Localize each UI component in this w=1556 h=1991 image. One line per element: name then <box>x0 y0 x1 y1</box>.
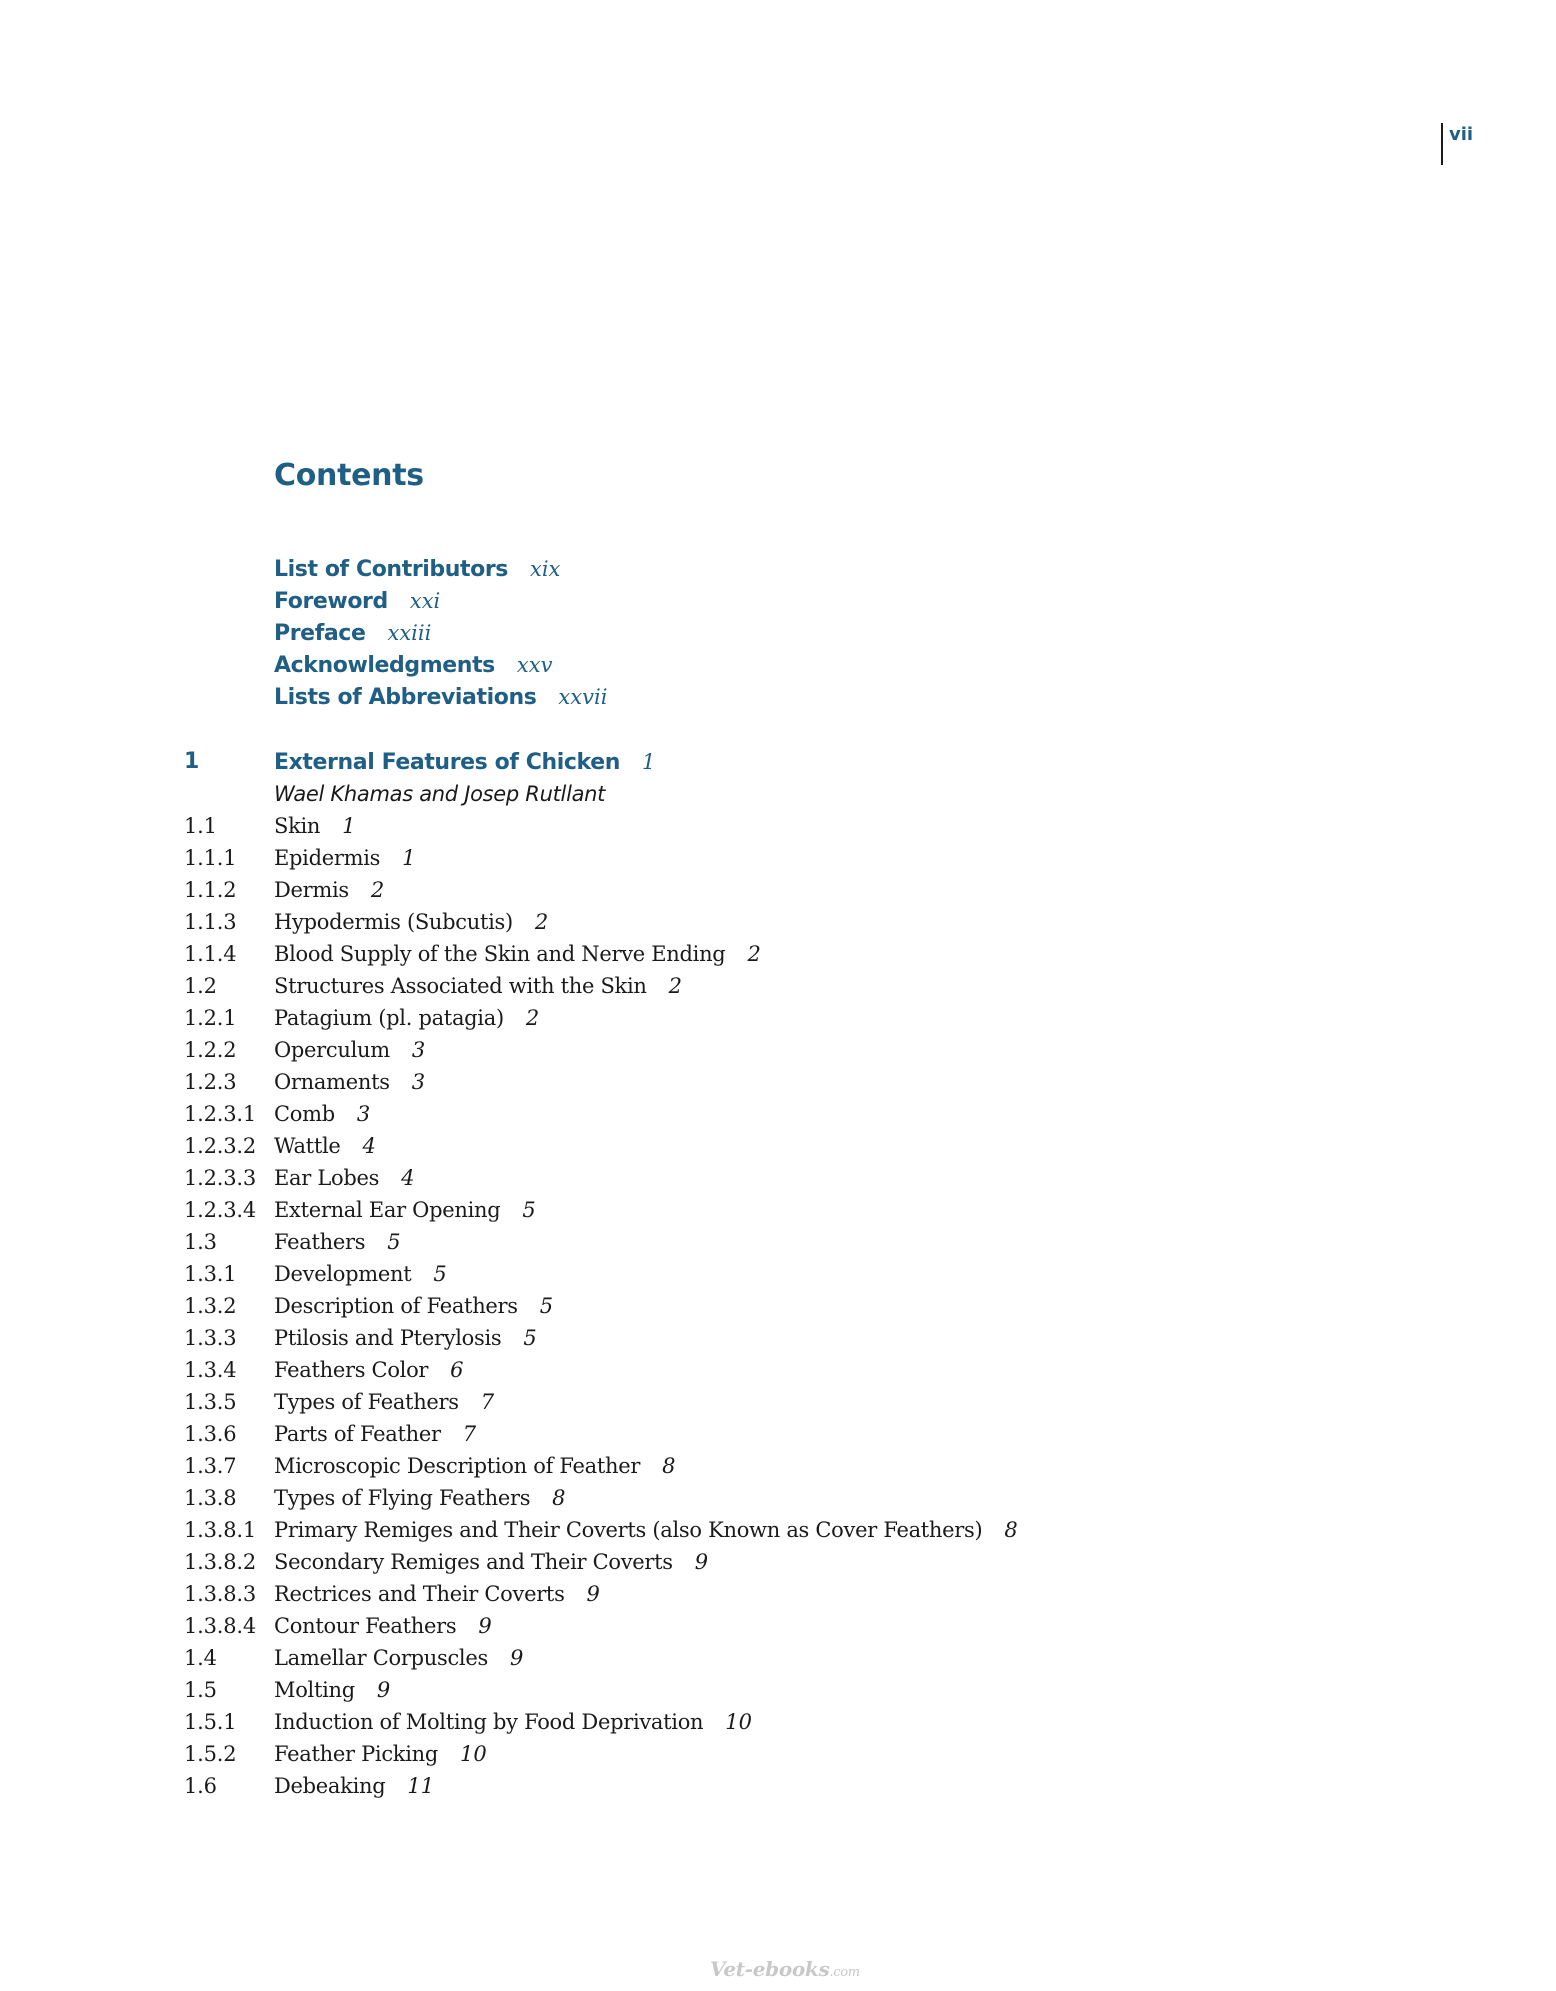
page-number: vii <box>1449 124 1474 145</box>
front-matter-item[interactable] <box>274 681 607 713</box>
toc-entry-title[interactable]: Hypodermis (Subcutis) <box>274 910 513 934</box>
toc-entry-number: 1.3.4 <box>184 1358 237 1382</box>
toc-entry-number: 1.1.4 <box>184 942 237 966</box>
toc-entry-title[interactable]: Feathers Color <box>274 1358 429 1382</box>
toc-entry-number: 1.1 <box>184 814 217 838</box>
toc-entry-title[interactable]: Molting <box>274 1678 355 1702</box>
toc-entry-title[interactable]: Development <box>274 1262 412 1286</box>
toc-entry-page: 2 <box>668 974 683 998</box>
toc-entry-page: 5 <box>433 1262 447 1286</box>
toc-entry-number: 1.3.3 <box>184 1326 237 1350</box>
toc-entry-page: 7 <box>462 1422 477 1446</box>
toc-entry-number: 1.5 <box>184 1678 217 1702</box>
chapter-title[interactable]: External Features of Chicken <box>274 750 620 775</box>
chapter-number: 1 <box>184 749 200 774</box>
toc-entry-title[interactable]: Feathers <box>274 1230 366 1254</box>
front-matter-title[interactable]: List of Contributors <box>274 557 508 582</box>
toc-entry-page: 8 <box>552 1486 566 1510</box>
front-matter-page: xxiii <box>387 621 432 645</box>
toc-entry-number: 1.3.8 <box>184 1486 237 1510</box>
front-matter-item[interactable] <box>274 649 607 681</box>
toc-entry-number: 1.3 <box>184 1230 217 1254</box>
toc-entry-page: 2 <box>534 910 549 934</box>
front-matter-page: xxi <box>409 589 441 613</box>
front-matter-title[interactable]: Foreword <box>274 589 388 614</box>
toc-entry-page: 9 <box>376 1678 391 1702</box>
toc-entry-page: 1 <box>402 846 416 870</box>
toc-entry-number: 1.3.1 <box>184 1262 237 1286</box>
toc-entry-title[interactable]: Debeaking <box>274 1774 386 1798</box>
toc-entry-number: 1.1.2 <box>184 878 237 902</box>
toc-entry-title[interactable]: Ptilosis and Pterylosis <box>274 1326 502 1350</box>
toc-entry-title[interactable]: Comb <box>274 1102 335 1126</box>
toc-entry-page: 10 <box>725 1710 753 1734</box>
toc-entry-page: 5 <box>387 1230 401 1254</box>
toc-entry-title[interactable]: Lamellar Corpuscles <box>274 1646 488 1670</box>
toc-entry-number: 1.2 <box>184 974 217 998</box>
toc-entry-number: 1.3.2 <box>184 1294 237 1318</box>
toc-entry-number: 1.6 <box>184 1774 217 1798</box>
toc-entry-page: 3 <box>411 1070 426 1094</box>
toc-entry-title[interactable]: Microscopic Description of Feather <box>274 1454 641 1478</box>
front-matter-item[interactable] <box>274 553 607 585</box>
toc-entry-title[interactable]: Induction of Molting by Food Deprivation <box>274 1710 704 1734</box>
toc-entry-title[interactable]: Patagium (pl. patagia) <box>274 1006 504 1030</box>
toc-entry-title[interactable]: Structures Associated with the Skin <box>274 974 647 998</box>
toc-entry-number: 1.5.1 <box>184 1710 237 1734</box>
toc-entry-title[interactable]: Primary Remiges and Their Coverts (also Known as Cover Feathers) <box>274 1518 983 1542</box>
toc-entry-title[interactable]: Secondary Remiges and Their Coverts <box>274 1550 673 1574</box>
toc-entry-number: 1.1.1 <box>184 846 237 870</box>
front-matter-title[interactable]: Acknowledgments <box>274 653 495 678</box>
toc-entry-number: 1.2.2 <box>184 1038 237 1062</box>
toc-entry-page: 9 <box>694 1550 709 1574</box>
front-matter-page: xxv <box>516 653 553 677</box>
toc-entry-number: 1.1.3 <box>184 910 237 934</box>
toc-entry-number: 1.2.3.4 <box>184 1198 257 1222</box>
toc-entry-page: 10 <box>460 1742 487 1766</box>
toc-entry-number: 1.3.8.2 <box>184 1550 257 1574</box>
toc-entry-page: 5 <box>522 1198 536 1222</box>
toc-entry-page: 11 <box>407 1774 435 1798</box>
front-matter-title[interactable]: Preface <box>274 621 366 646</box>
toc-entry-number: 1.3.5 <box>184 1390 237 1414</box>
toc-entry-title[interactable]: Parts of Feather <box>274 1422 441 1446</box>
toc-entry-title[interactable]: Epidermis <box>274 846 381 870</box>
toc-entry-page: 2 <box>747 942 761 966</box>
toc-entry-page: 9 <box>586 1582 600 1606</box>
toc-entry-number: 1.4 <box>184 1646 217 1670</box>
front-matter-list <box>274 553 607 713</box>
toc-entry-page: 7 <box>480 1390 495 1414</box>
toc-entry-title[interactable]: Types of Flying Feathers <box>274 1486 531 1510</box>
toc-entry-number: 1.3.7 <box>184 1454 237 1478</box>
toc-entry-title[interactable]: Wattle <box>274 1134 341 1158</box>
toc-entry-page: 9 <box>478 1614 492 1638</box>
toc-entry-number: 1.5.2 <box>184 1742 237 1766</box>
toc-entry-number: 1.3.8.4 <box>184 1614 257 1638</box>
toc-entry-title[interactable]: Blood Supply of the Skin and Nerve Ending <box>274 942 726 966</box>
toc-entry-number: 1.2.3.1 <box>184 1102 257 1126</box>
front-matter-item[interactable] <box>274 617 607 649</box>
toc-entry-number: 1.2.3.2 <box>184 1134 257 1158</box>
toc-entry-page: 4 <box>362 1134 376 1158</box>
toc-entry-title[interactable]: Operculum <box>274 1038 390 1062</box>
toc-entry-title[interactable]: Feather Picking <box>274 1742 438 1766</box>
toc-entry-title[interactable]: Ear Lobes <box>274 1166 380 1190</box>
front-matter-item[interactable] <box>274 585 607 617</box>
toc-entry-number: 1.2.3.3 <box>184 1166 257 1190</box>
front-matter-page: xix <box>530 557 561 581</box>
toc-entry-title[interactable]: Types of Feathers <box>274 1390 459 1414</box>
toc-entry-page: 5 <box>523 1326 537 1350</box>
page-title: Contents <box>274 458 424 493</box>
toc-entry-title[interactable]: Rectrices and Their Coverts <box>274 1582 565 1606</box>
toc-entry-page: 1 <box>342 814 356 838</box>
toc-entry-title[interactable]: Ornaments <box>274 1070 390 1094</box>
toc-entry-page: 8 <box>662 1454 676 1478</box>
page-number-rule <box>1441 123 1443 165</box>
chapter-authors: Wael Khamas and Josep Rutllant <box>274 782 606 806</box>
chapter-page: 1 <box>641 750 656 774</box>
toc-entry-page: 8 <box>1004 1518 1018 1542</box>
toc-entry-number: 1.3.6 <box>184 1422 237 1446</box>
toc-entry-page: 3 <box>411 1038 426 1062</box>
watermark-logo: Vet-ebooks.com <box>710 1957 860 1981</box>
toc-entry-page: 6 <box>450 1358 464 1382</box>
front-matter-title[interactable]: Lists of Abbreviations <box>274 685 537 710</box>
toc-entry-title[interactable]: Contour Feathers <box>274 1614 457 1638</box>
toc-entry-page: 5 <box>539 1294 554 1318</box>
toc-entry-page: 2 <box>370 878 385 902</box>
toc-entry-title[interactable]: Dermis <box>274 878 349 902</box>
toc-entry-title[interactable]: Description of Feathers <box>274 1294 518 1318</box>
toc-entry-number: 1.2.3 <box>184 1070 237 1094</box>
front-matter-page: xxvii <box>558 685 608 709</box>
toc-entry-page: 2 <box>525 1006 540 1030</box>
toc-entry-title[interactable]: Skin <box>274 814 321 838</box>
toc-entry-number: 1.2.1 <box>184 1006 237 1030</box>
toc-entry-title[interactable]: External Ear Opening <box>274 1198 501 1222</box>
toc-entry-number: 1.3.8.3 <box>184 1582 257 1606</box>
toc-entry-page: 4 <box>401 1166 415 1190</box>
toc-entry-page: 3 <box>356 1102 371 1126</box>
toc-entry-page: 9 <box>509 1646 524 1670</box>
toc-entry-number: 1.3.8.1 <box>184 1518 257 1542</box>
